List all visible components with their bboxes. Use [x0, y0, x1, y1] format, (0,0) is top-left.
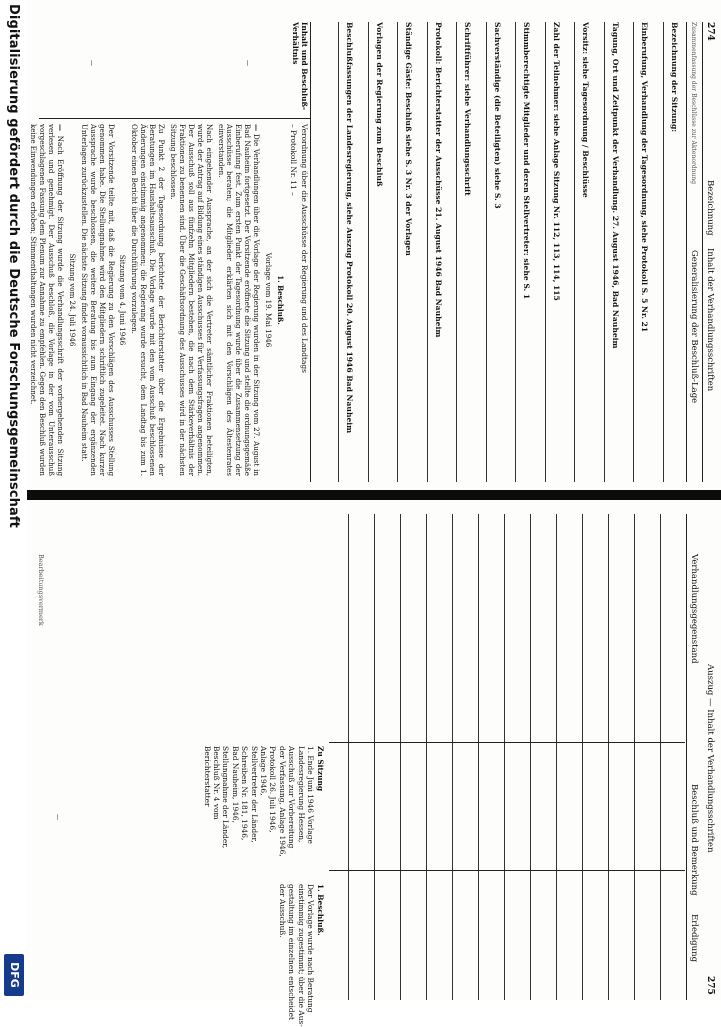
form-field-label: Vorsitz: siehe Tagesordnung / Beschlüsse: [581, 22, 591, 198]
form-field-rule: [486, 22, 487, 482]
paragraph-4: Der Vorsitzende teilte mit, daß die Regierung zu den Vorschlägen des Ausschusses Stellung genommen habe. Die Stellungnahme wird den Mitgliedern schriftlich zugeleitet. Nach kurzer Aussprache wurde beschlossen, die weitere Beratung bis zum Eingang der ergänzenden Unterlagen zurückzustellen. Die nächste Sitzung findet voraussichtlich in Bad Nauheim statt.: [79, 124, 116, 476]
table-column-divider: [39, 118, 311, 119]
table-col-b-header: Verordnung über die Ausschüsse der Regierung und des Landtags: [300, 124, 309, 373]
form-field-label: Schriftführer: siehe Verhandlungsschrift: [463, 22, 473, 196]
result-line: Der Vorlage wurde nach Beratung: [306, 884, 315, 1013]
form-field-rule: [398, 22, 399, 482]
form-field-rule: [634, 22, 635, 482]
entry-line: Bad Nauheim, 1946,: [230, 746, 240, 823]
header-rule: [702, 22, 703, 482]
form-field-rule: [516, 22, 517, 482]
footer-credit: Digitalisierung gefördert durch die Deutsche Forschungsgemeinschaft: [6, 4, 21, 528]
form-field-label: Protokoll: Berichterstatter der Ausschüsse 21. August 1946 Bad Nauheim: [434, 22, 443, 338]
form-field-rule: [663, 22, 664, 482]
result-line: gestaltung im einzelnen entscheidet: [287, 884, 297, 1020]
entry-line: Ausschuß zur Vorbereitung: [287, 746, 297, 849]
form-field-label: Stimmberechtigte Mitglieder und deren Stellvertreter: siehe S. 1: [522, 22, 532, 300]
entry-heading: Zu Sitzung: [316, 746, 325, 792]
right-header-title: Auszug — Inhalt der Verhandlungsschriften: [705, 664, 715, 853]
form-field-rule: [604, 22, 605, 482]
page-number-right: 275: [705, 976, 715, 995]
form-field-rule: [545, 22, 546, 482]
ruled-row: [348, 514, 349, 1000]
ruled-row: [634, 514, 635, 1000]
header-rule-2: [686, 22, 687, 482]
right-header-rule: [686, 514, 687, 1000]
header-subtitle: Zusammenfassung der Beschlüsse zur Aktenordnung: [690, 22, 697, 185]
form-field-label: Zahl der Teilnehmer: siehe Anlage Sitzung Nr. 112, 113, 114, 115: [552, 22, 561, 301]
right-header-col-c: Erledigung: [689, 914, 699, 963]
margin-dash: —: [54, 814, 61, 820]
entry-line: der Verfassung, Anlage 1946,: [277, 746, 287, 857]
book-spine: [0, 490, 721, 500]
ruled-row: [556, 514, 557, 1000]
result-line: der Ausschuß.: [277, 884, 287, 938]
left-page: [31, 0, 721, 482]
entry-line: 1. Ende Juni 1946 Vorlage: [306, 746, 315, 844]
ruled-row: [374, 514, 375, 1000]
table-top-rule: [310, 22, 311, 482]
form-field-label: Einberufung, Verhandlung der Tagesordnung, siehe Protokoll S. 5 Nr. 21: [640, 22, 650, 333]
entry-line: Anlage 1946,: [258, 746, 268, 796]
ruled-row: [582, 514, 583, 1000]
digitization-footer: [0, 0, 27, 1000]
form-field-label: Beschlußfassungen der Landesregierung, siehe Auszug Protokoll 20. August 1946 Bad Nauheim: [345, 22, 355, 434]
paragraph-5: — Nach Eröffnung der Sitzung wurde die Verhandlungsschrift der vorhergehenden Sitzung verlesen und genehmigt. Der Ausschuß beschloß, die Vorlage in der vom Unterausschuß vorgeschlagenen Fassung dem Plenum zur Annahme zu empfehlen. Gegen den Beschluß wurden keine Einwendungen erhoben; Stimmenthaltungen wurden nicht verzeichnet.: [29, 124, 66, 476]
ruled-row: [504, 514, 505, 1000]
margin-note: Bearbeitungsvermerk: [37, 554, 45, 626]
form-field-rule: [368, 22, 369, 482]
right-column-divider-2: [329, 870, 685, 871]
form-field-label: Vorlagen der Regierung zum Beschluß: [375, 22, 384, 187]
entry-lines: [202, 746, 315, 857]
margin-dash: —: [88, 60, 95, 66]
ruled-row: [478, 514, 479, 1000]
right-column-divider: [329, 742, 685, 743]
right-header-col-b: Beschluß und Bemerkung: [689, 784, 699, 896]
entry-line: Landesregierung Hessen,: [296, 746, 306, 843]
ruled-row: [608, 514, 609, 1000]
form-field-label: Bezeichnung der Sitzung:: [670, 22, 679, 133]
form-field-label: Sachverständige (die Beteiligten) siehe S. 3: [493, 22, 502, 209]
ruled-row: [660, 514, 661, 1000]
form-field-rule: [339, 22, 340, 482]
form-field-rule: [457, 22, 458, 482]
form-field-rule: [427, 22, 428, 482]
entry-line: Berichterstatter: [202, 746, 212, 807]
paragraph-date-1: Vorlage vom 19. Mai 1946: [264, 252, 274, 348]
entry-line: Beschluß Nr. 4 vom: [211, 746, 221, 820]
form-field-label: Tagung, Ort und Zeitpunkt der Verhandlung. 27. August 1946, Bad Nauheim: [611, 22, 620, 349]
header-column-2: Inhalt der Verhandlungsschriften: [705, 248, 715, 392]
form-field-label: Ständige Gäste: Beschluß siehe S. 3 Nr. 3 der Vorlagen: [404, 22, 414, 256]
paragraph-date-2: Sitzung vom 4. Juni 1946: [118, 254, 128, 346]
result-lines: [277, 884, 315, 1027]
ruled-row: [426, 514, 427, 1000]
entry-line: Protokoll 26. Juli 1946,: [268, 746, 278, 833]
header-column-3: Generalisierung der Beschluß-Lage: [689, 250, 699, 404]
paragraph-1: — Die Verhandlungen über die Vorlage der Regierung wurden in der Sitzung vom 27. August in Bad Nauheim fortgesetzt. Der Vorsitzende eröffnete die Sitzung und stellte die ordnungsgemäße Einberufung fest. Zum ersten Punkt der Tagesordnung wurde über die Zusammensetzung der Ausschüsse beraten; die Mitglieder erklärten sich mit den Vorschlägen des Ältestenrates einverstanden.: [216, 124, 262, 476]
section-heading: 1. Beschluß.: [276, 275, 285, 325]
paragraph-2: Nach eingehender Aussprache, an der sich die Vertreter sämtlicher Fraktionen beteiligten, wurde der Antrag auf Bildung eines ständigen Ausschusses für Verfassungsfragen angenommen. Der Ausschuß soll aus fünfzehn Mitgliedern bestehen, die nach dem Stärkeverhältnis der Fraktionen zu benennen sind. Über die Geschäftsordnung des Ausschusses wird in der nächsten Sitzung beschlossen.: [169, 124, 214, 476]
right-header-col-a: Verhandlungsgegenstand: [689, 554, 699, 664]
margin-dash: —: [244, 60, 251, 66]
paragraph-3: Zu Punkt 2 der Tagesordnung berichtete der Berichterstatter über die Ergebnisse der Beratungen im Haushaltsausschuß. Die Vorlage wurde mit den vom Ausschuß beschlossenen Änderungen einstimmig angenommen; die Regierung wurde ersucht, dem Landtag bis zum 1. Oktober einen Bericht über die Durchführung vorzulegen.: [130, 124, 167, 476]
table-col-a-header: Inhalt und Beschluß-Verhältnis: [290, 22, 309, 111]
entry-line: Stellvertreter der Länder,: [249, 746, 259, 843]
result-heading: 1. Beschluß.: [316, 884, 325, 936]
ruled-row: [452, 514, 453, 1000]
table-body-text: [29, 124, 285, 476]
ruled-row: [400, 514, 401, 1000]
result-line: einstimmig zugestimmt; über die Aus-: [296, 884, 306, 1027]
form-field-rule: [575, 22, 576, 482]
page-number-left: 274: [705, 22, 715, 41]
entry-line: Stellungnahme der Länder,: [221, 746, 231, 849]
right-page: [31, 514, 721, 1027]
paragraph-date-3: Sitzung vom 24. Juli 1946: [67, 253, 77, 347]
dfg-logo: DFG: [4, 954, 24, 996]
table-col-b-sub: – Protokoll Nr. 11 –: [289, 124, 298, 196]
ruled-row: [530, 514, 531, 1000]
header-column-1: Bezeichnung: [705, 180, 715, 236]
entry-line: Schreiben Nr. 181, 1946,: [240, 746, 250, 841]
